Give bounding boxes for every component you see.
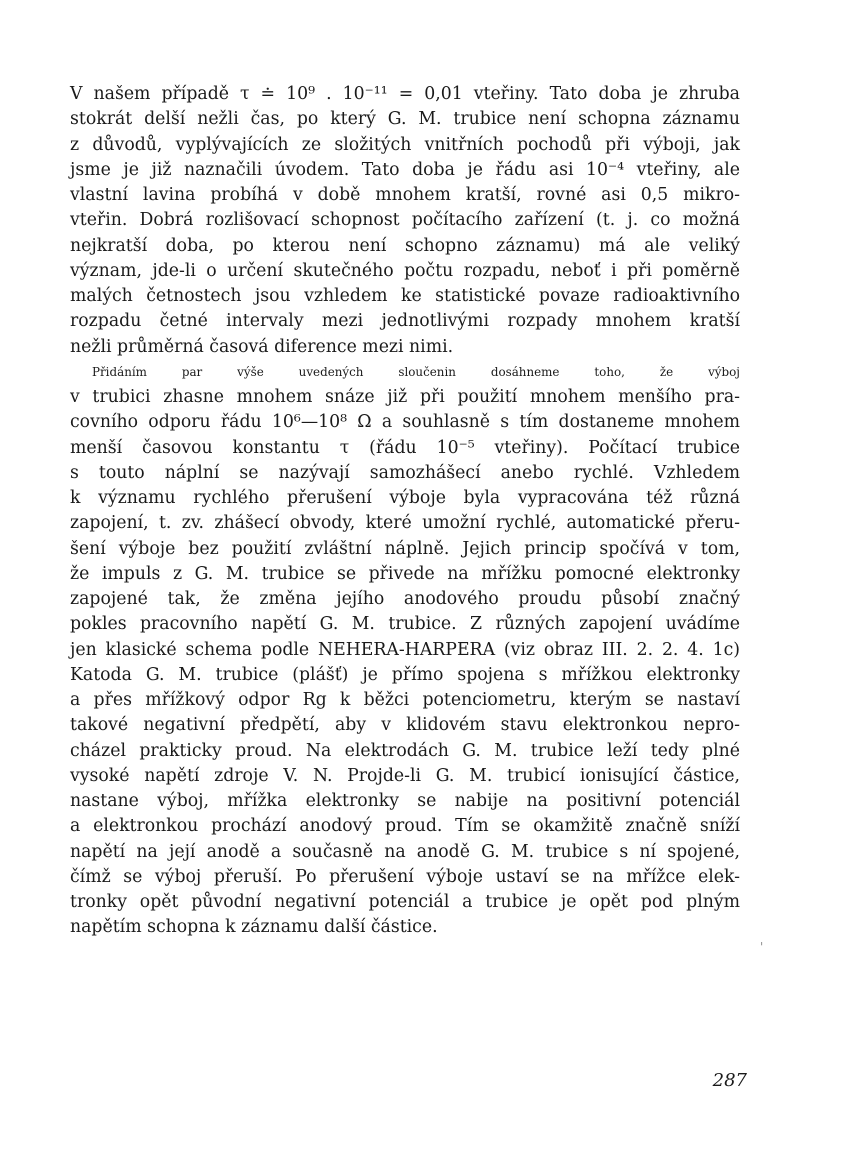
paragraph [70, 82, 740, 360]
text-line: Přidáním par výše uvedených sloučenin dosáhneme toho, že výboj [92, 364, 740, 379]
text-line: z důvodů, vyplývajících ze složitých vnitřních pochodů při výboji, jak [70, 134, 740, 155]
text-line: čímž se výboj přeruší. Po přerušení výboje ustaví se na mřížce elek- [70, 866, 740, 887]
text-line: zapojené tak, že změna jejího anodového proudu působí značný [70, 589, 740, 609]
text-line: význam, jde-li o určení skutečného počtu rozpadu, neboť i při poměrně [70, 260, 740, 281]
text-line: jsme je již naznačili úvodem. Tato doba je řádu asi 10⁻⁴ vteřiny, ale [70, 159, 740, 180]
text-line: a přes mřížkový odpor Rg k běžci potenciometru, kterým se nastaví [70, 690, 740, 710]
text-line: vlastní lavina probíhá v době mnohem kratší, rovné asi 0,5 mikro- [70, 185, 740, 205]
text-line: Katoda G. M. trubice (plášť) je přímo spojena s mřížkou elektronky [70, 664, 740, 685]
text-line: malých četnostech jsou vzhledem ke statistické povaze radioaktivního [70, 286, 740, 306]
text-line: cházel prakticky proud. Na elektrodách G. M. trubice leží tedy plné [70, 740, 740, 761]
page-number: 287 [712, 1070, 747, 1091]
text-line: k významu rychlého přerušení výboje byla vypracována též různá [70, 488, 740, 508]
margin-mark: ' [760, 940, 764, 954]
text-line: takové negativní předpětí, aby v klidovém stavu elektronkou nepro- [70, 715, 740, 736]
text-line: nejkratší doba, po kterou není schopno záznamu) má ale veliký [70, 235, 740, 256]
text-line: rozpadu četné intervaly mezi jednotlivými rozpady mnohem kratší [70, 311, 740, 332]
text-line: V našem případě τ ≐ 10⁹ . 10⁻¹¹ = 0,01 vteřiny. Tato doba je zhruba [70, 84, 740, 104]
paragraph [70, 360, 740, 941]
text-line: v trubici zhasne mnohem snáze již při použití mnohem menšího pra- [70, 387, 740, 407]
text-line: šení výboje bez použití zvláštní náplně. Jejich princip spočívá v tom, [70, 538, 740, 559]
text-line: stokrát delší nežli čas, po který G. M. trubice není schopna záznamu [70, 109, 740, 130]
text-line: s touto náplní se nazývají samozhášecí anebo rychlé. Vzhledem [70, 462, 740, 483]
text-line: jen klasické schema podle NEHERA-HARPERA (viz obraz III. 2. 2. 4. 1c) [70, 639, 740, 660]
body-text [70, 82, 740, 941]
text-line: covního odporu řádu 10⁶—10⁸ Ω a souhlasně s tím dostaneme mnohem [70, 412, 740, 433]
text-line: a elektronkou prochází anodový proud. Tím se okamžitě značně sníží [70, 816, 740, 837]
text-line: že impuls z G. M. trubice se přivede na mřížku pomocné elektronky [70, 563, 740, 584]
text-line: vteřin. Dobrá rozlišovací schopnost počítacího zařízení (t. j. co možná [70, 210, 740, 231]
text-line: zapojení, t. zv. zhášecí obvody, které umožní rychlé, automatické přeru- [70, 513, 740, 534]
text-line: tronky opět původní negativní potenciál a trubice je opět pod plným [70, 892, 740, 912]
paragraph-container [70, 82, 740, 941]
text-line: nastane výboj, mřížka elektronky se nabije na positivní potenciál [70, 791, 740, 811]
text-line: menší časovou konstantu τ (řádu 10⁻⁵ vteřiny). Počítací trubice [70, 437, 740, 458]
text-line: nežli průměrná časová diference mezi nimi. [70, 336, 454, 357]
text-line: vysoké napětí zdroje V. N. Projde-li G. M. trubicí ionisující částice, [70, 765, 740, 786]
text-line: napětí na její anodě a současně na anodě G. M. trubice s ní spojené, [70, 841, 740, 862]
text-line: napětím schopna k záznamu další částice. [70, 917, 438, 938]
text-line: pokles pracovního napětí G. M. trubice. Z různých zapojení uvádíme [70, 614, 740, 635]
